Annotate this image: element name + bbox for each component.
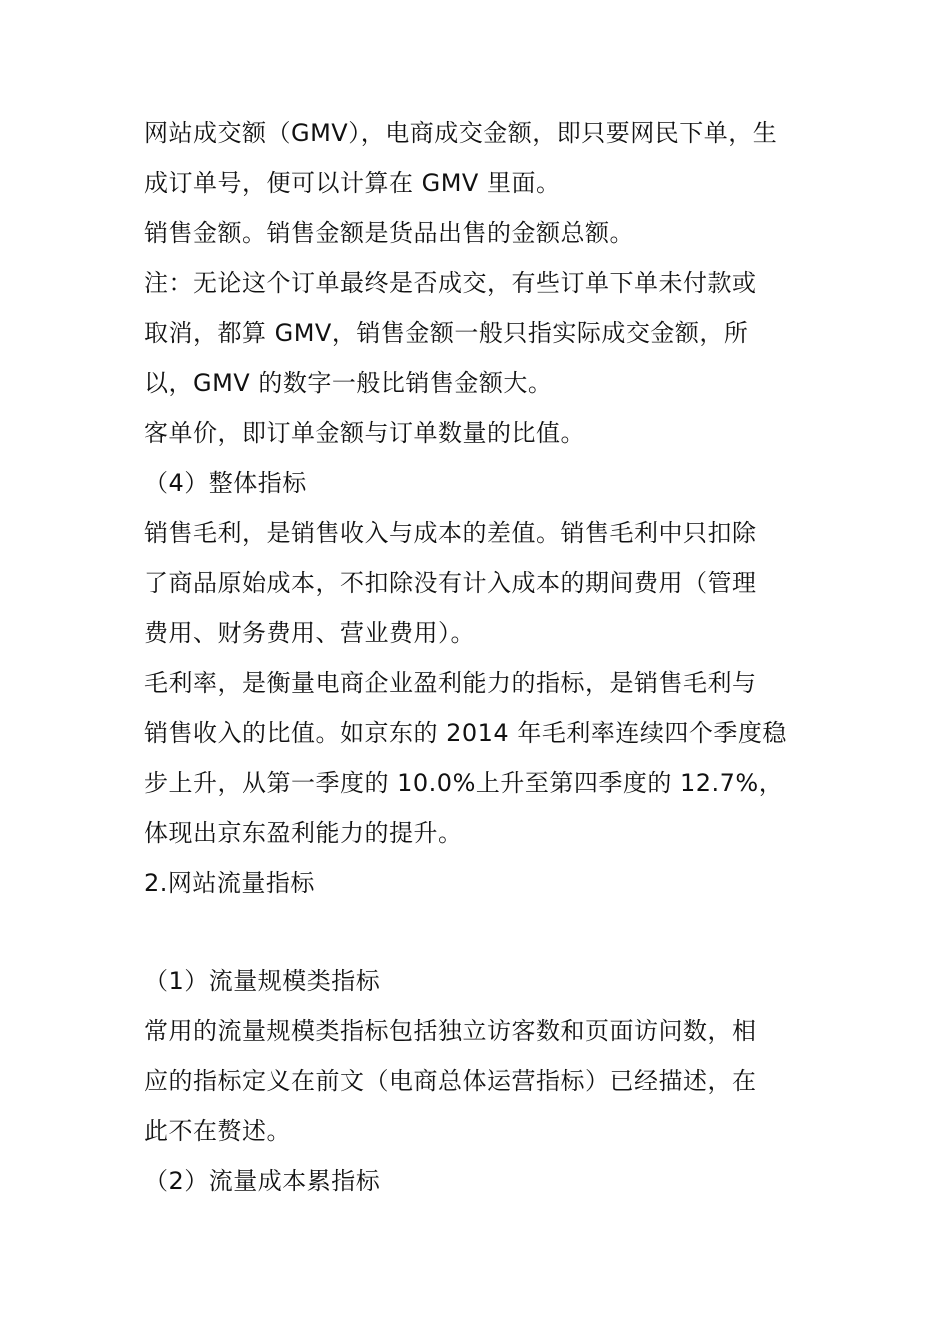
heading-traffic-indicators: 2.网站流量指标 [144, 869, 315, 897]
text-line-gross-profit: 销售毛利，是销售收入与成本的差值。销售毛利中只扣除 [144, 519, 757, 547]
text-line-gross-margin: 毛利率，是衡量电商企业盈利能力的指标，是销售毛利与 [144, 669, 757, 697]
text-line-gross-margin-cont-2: 步上升，从第一季度的 10.0%上升至第四季度的 12.7%， [144, 769, 784, 797]
text-line-gmv-definition: 网站成交额（GMV），电商成交金额，即只要网民下单，生 [144, 119, 778, 147]
text-line-gmv-definition-cont: 成订单号，便可以计算在 GMV 里面。 [144, 169, 561, 197]
text-line-note: 注：无论这个订单最终是否成交，有些订单下单未付款或 [144, 269, 757, 297]
text-line-traffic-scale: 常用的流量规模类指标包括独立访客数和页面访问数，相 [144, 1017, 757, 1045]
text-line-gross-profit-cont-2: 费用、财务费用、营业费用）。 [144, 619, 475, 647]
text-line-traffic-scale-cont-2: 此不在赘述。 [144, 1117, 291, 1145]
text-line-gross-margin-cont-3: 体现出京东盈利能力的提升。 [144, 819, 463, 847]
text-line-gross-profit-cont-1: 了商品原始成本，不扣除没有计入成本的期间费用（管理 [144, 569, 757, 597]
text-line-gross-margin-cont-1: 销售收入的比值。如京东的 2014 年毛利率连续四个季度稳 [144, 719, 787, 747]
text-line-note-cont-1: 取消，都算 GMV，销售金额一般只指实际成交金额，所 [144, 319, 749, 347]
text-line-note-cont-2: 以，GMV 的数字一般比销售金额大。 [144, 369, 553, 397]
text-line-traffic-scale-cont-1: 应的指标定义在前文（电商总体运营指标）已经描述，在 [144, 1067, 757, 1095]
heading-traffic-cost-indicators: （2）流量成本累指标 [144, 1167, 381, 1195]
heading-traffic-scale-indicators: （1）流量规模类指标 [144, 967, 381, 995]
heading-overall-indicators: （4）整体指标 [144, 469, 307, 497]
text-line-sales-amount: 销售金额。销售金额是货品出售的金额总额。 [144, 219, 634, 247]
text-line-average-order-value: 客单价，即订单金额与订单数量的比值。 [144, 419, 585, 447]
